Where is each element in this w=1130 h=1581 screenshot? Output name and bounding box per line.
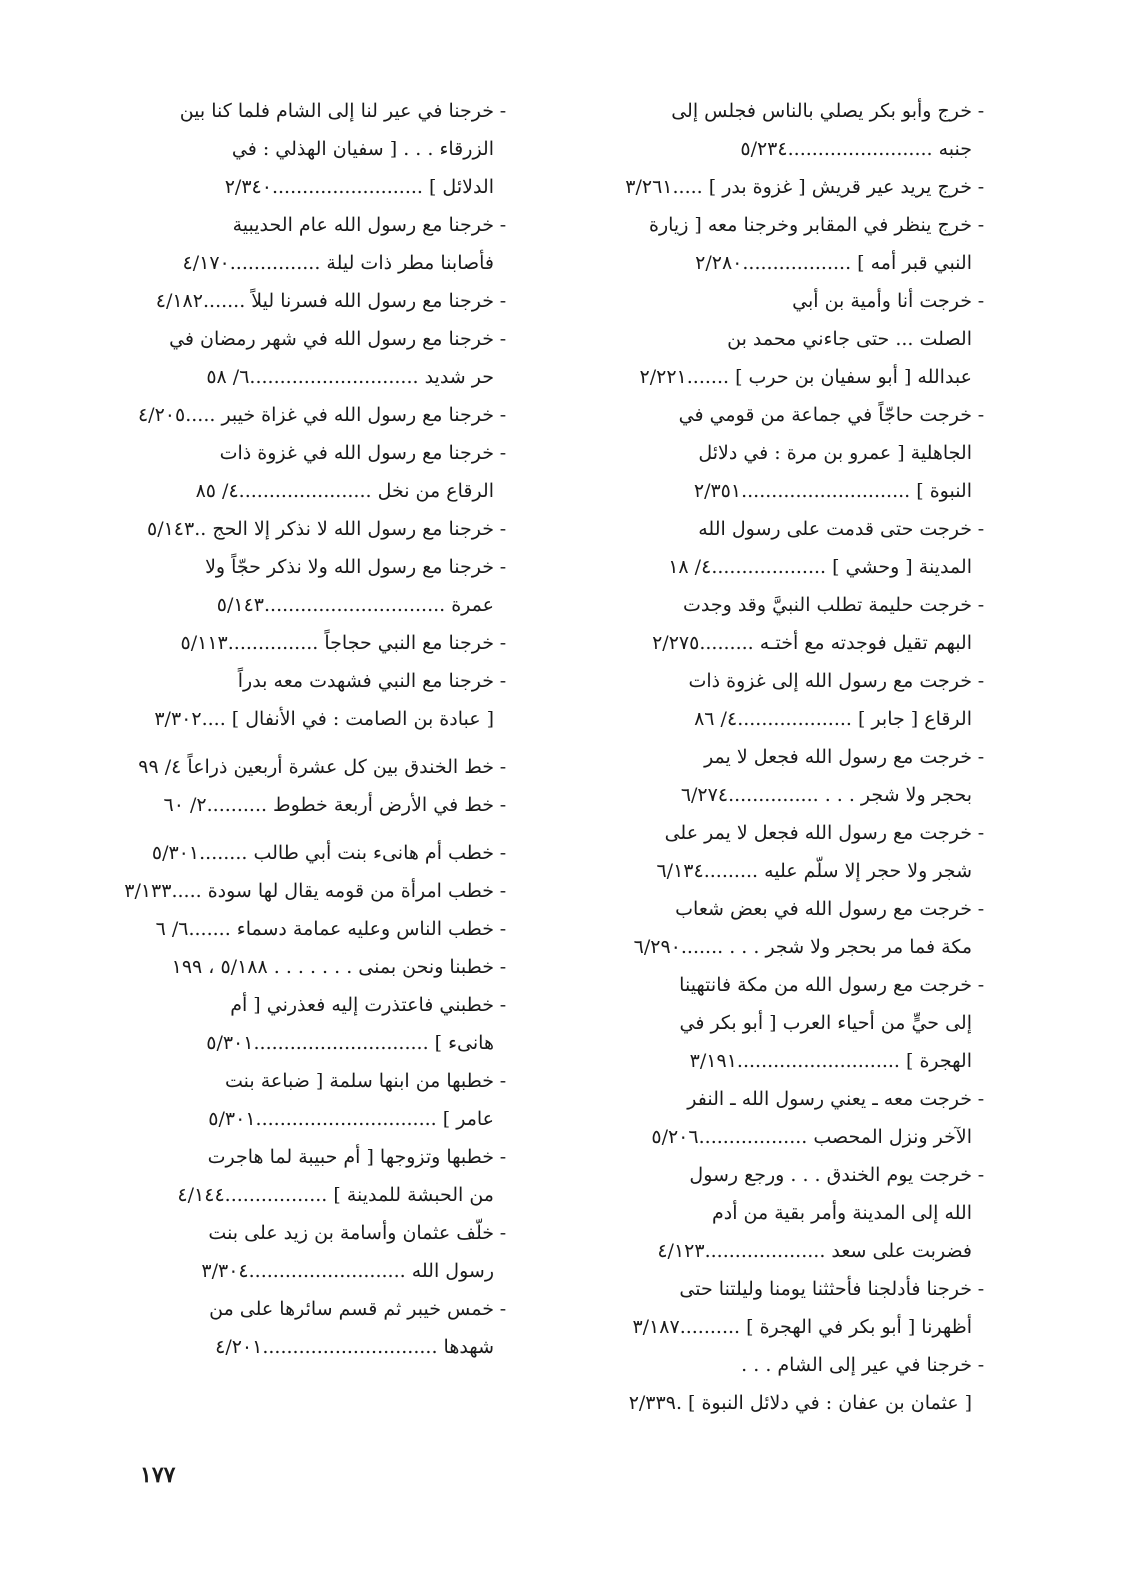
entry-text: فأصابنا مطر ذات ليلة ...............٤/١٧٠	[182, 252, 494, 274]
index-entry	[120, 510, 512, 548]
entry-text: خرجنا مع رسول الله لا نذكر إلا الحج ..٥/١٤٣	[146, 518, 494, 540]
entry-text: خرجنا مع رسول الله في غزاة خيبر .....٤/٢٠٥	[137, 404, 494, 426]
index-entry	[120, 92, 512, 206]
entry-first-line	[605, 168, 990, 206]
entry-text: خرجنا مع النبي حجاجاً ...............٥/١١٣	[180, 632, 494, 654]
index-entry	[605, 282, 990, 396]
entry-text: عبدالله [ أبو سفيان بن حرب ] .......٢/٢٢١	[639, 366, 972, 388]
index-entry	[120, 786, 512, 824]
entry-dash: -	[977, 1088, 985, 1110]
index-entry	[605, 890, 990, 966]
index-entry	[120, 986, 512, 1062]
entry-text: خرجت مع رسول الله في بعض شعاب	[675, 898, 972, 920]
entry-text: خرجنا مع رسول الله في شهر رمضان في	[169, 328, 494, 350]
entry-first-line	[605, 890, 990, 928]
entry-text: خرج ينظر في المقابر وخرجنا معه [ زيارة	[649, 214, 972, 236]
index-entry	[120, 548, 512, 624]
entry-first-line	[605, 1346, 990, 1384]
entry-continuation-line	[605, 776, 990, 814]
entry-text: رسول الله ..........................٣/٣٠٤	[201, 1260, 494, 1282]
entry-text: خرج يريد عير قريش [ غزوة بدر ] .....٣/٢٦١	[625, 176, 972, 198]
index-entry	[120, 834, 512, 872]
index-entry	[120, 320, 512, 396]
index-entry	[605, 814, 990, 890]
index-entry	[120, 1290, 512, 1366]
index-entry	[120, 434, 512, 510]
entry-text: خرجت حاجّاً في جماعة من قومي في	[678, 404, 972, 426]
entry-first-line	[605, 586, 990, 624]
entry-text: الرقاع [ جابر ] ...................٤/ ٨٦	[694, 708, 972, 730]
index-entry	[605, 966, 990, 1080]
index-entry	[605, 206, 990, 282]
index-entry	[120, 282, 512, 320]
entry-first-line	[605, 92, 990, 130]
index-entry	[605, 738, 990, 814]
entry-text: شجر ولا حجر إلا سلّم عليه .........٦/١٣٤	[656, 860, 972, 882]
index-entry	[120, 872, 512, 910]
entry-first-line	[120, 510, 512, 548]
entry-continuation-line	[120, 168, 512, 206]
entry-first-line	[605, 510, 990, 548]
entry-dash: -	[499, 994, 507, 1016]
entry-dash: -	[499, 956, 507, 978]
entry-text: جنبه ........................٥/٢٣٤	[740, 138, 972, 160]
entry-dash: -	[499, 1298, 507, 1320]
entry-text: خرجنا في عير لنا إلى الشام فلما كنا بين	[179, 100, 494, 122]
entry-dash: -	[499, 214, 507, 236]
entry-continuation-line	[605, 624, 990, 662]
index-entry	[120, 662, 512, 738]
entry-continuation-line	[605, 852, 990, 890]
entry-text: خط في الأرض أربعة خطوط ..........٢/ ٦٠	[163, 794, 494, 816]
index-entry	[120, 1214, 512, 1290]
entry-text: خرجنا مع رسول الله في غزوة ذات	[219, 442, 494, 464]
entry-first-line	[120, 872, 512, 910]
entry-text: من الحبشة للمدينة ] .................٤/١٤٤	[177, 1184, 494, 1206]
index-entry	[605, 662, 990, 738]
entry-continuation-line	[120, 586, 512, 624]
index-entry	[605, 1346, 990, 1422]
entry-dash: -	[499, 404, 507, 426]
entry-dash: -	[499, 880, 507, 902]
entry-dash: -	[499, 1070, 507, 1092]
index-entry	[120, 910, 512, 948]
index-entry	[605, 510, 990, 586]
entry-first-line	[120, 434, 512, 472]
entry-first-line	[605, 282, 990, 320]
entry-spacer	[120, 738, 512, 748]
entry-continuation-line	[605, 434, 990, 472]
entry-text: خطب أم هانىء بنت أبي طالب ........٥/٣٠١	[151, 842, 494, 864]
index-column-left	[120, 92, 512, 1366]
entry-dash: -	[977, 1354, 985, 1376]
index-entry	[120, 948, 512, 986]
entry-first-line	[120, 1062, 512, 1100]
entry-first-line	[120, 282, 512, 320]
index-entry	[605, 1156, 990, 1270]
entry-text: أظهرنا [ أبو بكر في الهجرة ] ..........٣/١٨٧	[632, 1316, 972, 1338]
index-entry	[120, 396, 512, 434]
index-entry	[120, 748, 512, 786]
entry-text: خطبها وتزوجها [ أم حبيبة لما هاجرت	[207, 1146, 494, 1168]
entry-text: خط الخندق بين كل عشرة أربعين ذراعاً ٤/ ٩٩	[138, 756, 494, 778]
entry-dash: -	[977, 974, 985, 996]
entry-continuation-line	[605, 928, 990, 966]
index-entry	[605, 1080, 990, 1156]
index-entry	[120, 1062, 512, 1138]
entry-first-line	[605, 738, 990, 776]
entry-continuation-line	[605, 1308, 990, 1346]
entry-first-line	[120, 320, 512, 358]
entry-continuation-line	[605, 1118, 990, 1156]
entry-dash: -	[499, 1222, 507, 1244]
entry-continuation-line	[605, 472, 990, 510]
entry-first-line	[120, 206, 512, 244]
entry-text: خرجت مع رسول الله فجعل لا يمر على	[664, 822, 972, 844]
entry-text: الله إلى المدينة وأمر بقية من أدم	[712, 1202, 972, 1224]
entry-text: [ عبادة بن الصامت : في الأنفال ] ....٣/٣٠٢	[154, 708, 494, 730]
entry-first-line	[120, 748, 512, 786]
entry-dash: -	[977, 670, 985, 692]
entry-text: خرجنا فأدلجنا فأحثثنا يومنا وليلتنا حتى	[679, 1278, 972, 1300]
entry-dash: -	[977, 822, 985, 844]
entry-dash: -	[977, 898, 985, 920]
entry-text: البهم تقيل فوجدته مع أختـه .........٢/٢٧٥	[652, 632, 972, 654]
entry-text: خطب الناس وعليه عمامة دسماء .......٦/ ٦	[155, 918, 494, 940]
entry-continuation-line	[120, 700, 512, 738]
entry-dash: -	[977, 1278, 985, 1300]
entry-dash: -	[977, 1164, 985, 1186]
entry-text: الزرقاء . . . [ سفيان الهذلي : في	[231, 138, 494, 160]
entry-continuation-line	[120, 130, 512, 168]
entry-text: النبي قبر أمه ] ..................٢/٢٨٠	[695, 252, 972, 274]
entry-text: الآخر ونزل المحصب ..................٥/٢٠٦	[651, 1126, 972, 1148]
entry-dash: -	[977, 746, 985, 768]
entry-text: خرجت مع رسول الله فجعل لا يمر	[704, 746, 972, 768]
entry-first-line	[120, 548, 512, 586]
index-entry	[605, 586, 990, 662]
entry-spacer	[120, 824, 512, 834]
entry-continuation-line	[120, 1100, 512, 1138]
entry-text: المدينة [ وحشي ] ...................٤/ ١٨	[668, 556, 972, 578]
entry-first-line	[120, 1214, 512, 1252]
entry-continuation-line	[120, 1252, 512, 1290]
entry-first-line	[120, 1138, 512, 1176]
entry-first-line	[605, 1156, 990, 1194]
entry-first-line	[605, 396, 990, 434]
entry-dash: -	[499, 556, 507, 578]
entry-dash: -	[499, 1146, 507, 1168]
entry-text: [ عثمان بن عفان : في دلائل النبوة ] .٢/٣٣٩	[628, 1392, 972, 1414]
entry-text: الرقاع من نخل ......................٤/ ٨٥	[195, 480, 494, 502]
entry-dash: -	[977, 518, 985, 540]
entry-first-line	[605, 662, 990, 700]
entry-text: هانىء ] .............................٥/٣٠١	[206, 1032, 494, 1054]
entry-continuation-line	[120, 244, 512, 282]
entry-continuation-line	[605, 548, 990, 586]
entry-text: مكة فما مر بحجر ولا شجر . . . .......٦/٢٩٠	[633, 936, 972, 958]
entry-text: شهدها .............................٤/٢٠١	[215, 1336, 494, 1358]
entry-first-line	[120, 948, 512, 986]
entry-text: خرجت مع رسول الله من مكة فانتهينا	[679, 974, 972, 996]
entry-text: الهجرة ] ...........................٣/١٩١	[689, 1050, 972, 1072]
entry-text: خلّف عثمان وأسامة بن زيد على بنت	[208, 1222, 494, 1244]
entry-dash: -	[499, 442, 507, 464]
entry-text: حر شديد ............................٦/ ٥٨	[206, 366, 494, 388]
entry-continuation-line	[120, 472, 512, 510]
entry-continuation-line	[605, 244, 990, 282]
entry-dash: -	[499, 842, 507, 864]
entry-continuation-line	[120, 1176, 512, 1214]
entry-first-line	[120, 834, 512, 872]
index-entry	[120, 624, 512, 662]
entry-continuation-line	[605, 1042, 990, 1080]
entry-text: خرجت حليمة تطلب النبيَّ وقد وجدت	[683, 594, 972, 616]
entry-continuation-line	[605, 358, 990, 396]
entry-first-line	[120, 396, 512, 434]
entry-first-line	[120, 910, 512, 948]
entry-dash: -	[499, 756, 507, 778]
entry-text: خرجنا مع رسول الله ولا نذكر حجّاً ولا	[205, 556, 494, 578]
entry-dash: -	[499, 328, 507, 350]
entry-text: خطب امرأة من قومه يقال لها سودة .....٣/١٣٣	[124, 880, 494, 902]
index-entry	[120, 1138, 512, 1214]
entry-text: خرجنا مع رسول الله عام الحديبية	[232, 214, 494, 236]
entry-text: عامر ] ..............................٥/٣٠١	[208, 1108, 494, 1130]
entry-dash: -	[499, 290, 507, 312]
entry-dash: -	[499, 918, 507, 940]
index-entry	[120, 206, 512, 282]
entry-text: خرجت حتى قدمت على رسول الله	[698, 518, 972, 540]
entry-first-line	[120, 786, 512, 824]
index-entry	[605, 168, 990, 206]
entry-continuation-line	[605, 1194, 990, 1232]
entry-first-line	[120, 624, 512, 662]
entry-text: خرجنا مع رسول الله فسرنا ليلاً .......٤/١٨٢	[155, 290, 494, 312]
entry-first-line	[605, 206, 990, 244]
entry-continuation-line	[605, 700, 990, 738]
entry-first-line	[120, 662, 512, 700]
entry-text: الصلت ... حتى جاءني محمد بن	[727, 328, 972, 350]
entry-dash: -	[977, 100, 985, 122]
entry-text: الجاهلية [ عمرو بن مرة : في دلائل	[698, 442, 972, 464]
entry-first-line	[605, 814, 990, 852]
entry-dash: -	[499, 794, 507, 816]
entry-dash: -	[977, 290, 985, 312]
index-column-right	[605, 92, 990, 1422]
entry-text: خطبها من ابنها سلمة [ ضباعة بنت	[225, 1070, 494, 1092]
entry-text: خرجت أنا وأمية بن أبي	[792, 290, 972, 312]
entry-first-line	[605, 966, 990, 1004]
entry-text: خطبني فاعتذرت إليه فعذرني [ أم	[230, 994, 494, 1016]
entry-continuation-line	[605, 320, 990, 358]
entry-continuation-line	[120, 1024, 512, 1062]
page-number: ١٧٧	[140, 1462, 176, 1488]
index-entry	[605, 396, 990, 510]
entry-text: الدلائل ] .........................٢/٣٤٠	[224, 176, 494, 198]
entry-first-line	[120, 986, 512, 1024]
entry-continuation-line	[120, 1328, 512, 1366]
entry-first-line	[120, 92, 512, 130]
entry-continuation-line	[605, 1232, 990, 1270]
entry-text: خرجنا في عير إلى الشام . . .	[741, 1354, 972, 1376]
entry-first-line	[605, 1080, 990, 1118]
entry-text: فضربت على سعد ....................٤/١٢٣	[657, 1240, 972, 1262]
entry-text: خرجت يوم الخندق . . . ورجع رسول	[689, 1164, 972, 1186]
entry-text: إلى حيٍّ من أحياء العرب [ أبو بكر في	[679, 1012, 972, 1034]
entry-text: خرج وأبو بكر يصلي بالناس فجلس إلى	[671, 100, 972, 122]
entry-text: خرجت مع رسول الله إلى غزوة ذات	[688, 670, 972, 692]
index-entry	[605, 1270, 990, 1346]
entry-first-line	[605, 1270, 990, 1308]
entry-dash: -	[977, 214, 985, 236]
entry-dash: -	[977, 594, 985, 616]
entry-first-line	[120, 1290, 512, 1328]
entry-continuation-line	[605, 1004, 990, 1042]
entry-dash: -	[977, 404, 985, 426]
entry-continuation-line	[605, 130, 990, 168]
entry-text: بحجر ولا شجر . . . ...............٦/٢٧٤	[680, 784, 972, 806]
entry-dash: -	[499, 518, 507, 540]
entry-text: خطبنا ونحن بمنى . . . . . . . ٥/١٨٨ ، ١٩٩	[171, 956, 494, 978]
entry-continuation-line	[605, 1384, 990, 1422]
entry-dash: -	[499, 670, 507, 692]
entry-continuation-line	[120, 358, 512, 396]
entry-text: خمس خيبر ثم قسم سائرها على من	[209, 1298, 494, 1320]
index-entry	[605, 92, 990, 168]
entry-text: خرجنا مع النبي فشهدت معه بدراً	[237, 670, 494, 692]
entry-dash: -	[499, 632, 507, 654]
entry-text: النبوة ] ............................٢/٣٥١	[693, 480, 972, 502]
entry-text: خرجت معه ـ يعني رسول الله ـ النفر	[687, 1088, 972, 1110]
entry-dash: -	[977, 176, 985, 198]
entry-dash: -	[499, 100, 507, 122]
entry-text: عمرة ..............................٥/١٤٣	[216, 594, 494, 616]
